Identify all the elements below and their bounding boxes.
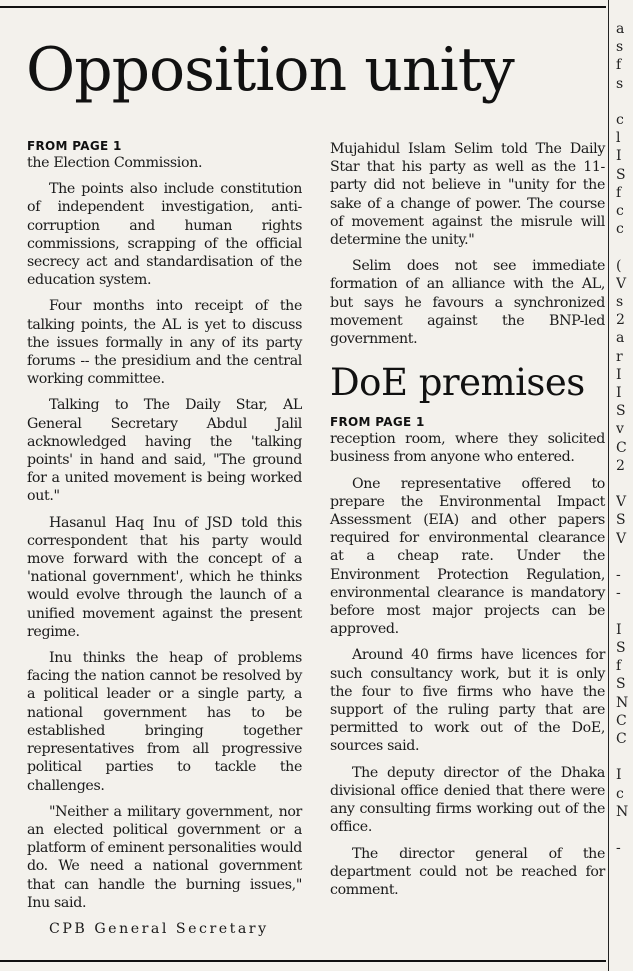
gutter-fragment: S [616,639,626,656]
paragraph: The points also include constitution of independent investigation, anti-corruption and human rights commissions, scrapping of the official secrecy act and standardisation of the education system. [27,181,302,289]
from-page-kicker: FROM PAGE 1 [330,415,425,430]
adjacent-column-fragment [616,20,633,857]
from-page-kicker: FROM PAGE 1 [27,139,122,153]
column-divider [608,0,609,971]
paragraph: Selim does not see immediate formation of an alliance with the AL, but says he favours a synchronized movement against the BNP-led government. [330,258,605,348]
paragraph: Four months into receipt of the talking points, the AL is yet to discuss the issues formally in any of its party forums -- the presidium and the central working committee. [27,298,302,388]
gutter-fragment: c [616,112,624,129]
gutter-fragment: - [616,567,621,584]
gutter-fragment: N [616,803,629,820]
gutter-fragment: C [616,730,627,747]
paragraph: Mujahidul Islam Selim told The Daily Star that his party as well as the 11-party did not believe in "unity for the sake of a change of power. The course of movement against the misrule will determine the unity." [330,141,605,249]
middle-column [330,140,605,907]
gutter-fragment [616,748,633,766]
gutter-fragment: r [616,348,623,365]
left-column [27,130,302,946]
top-rule [0,6,606,8]
gutter-fragment: I [616,385,622,402]
gutter-fragment: c [616,203,624,220]
gutter-fragment: S [616,166,626,183]
gutter-fragment: a [616,330,625,347]
gutter-fragment: - [616,840,621,857]
gutter-fragment: S [616,512,626,529]
gutter-fragment: c [616,785,624,802]
gutter-fragment: I [616,767,622,784]
gutter-fragment: C [616,712,627,729]
paragraph: One representative offered to prepare the Environmental Impact Assessment (EIA) and other papers required for environmental clearance at a cheap rate. Under the Environment Protection Regulation, environmental clearance is mandatory before most major projects can be approved. [330,475,605,638]
paragraph: "Neither a military government, nor an elected political government or a platform of eminent personalities would do. We need a national government that can handle the burning issues," Inu said. [27,803,302,911]
paragraph: Around 40 firms have licences for such consultancy work, but it is only the four to five firms who have the support of the ruling party that are permitted to work out of the DoE, sources said. [330,647,605,755]
gutter-fragment: f [616,184,622,201]
gutter-fragment: I [616,621,622,638]
gutter-fragment: V [616,530,627,547]
paragraph: Inu thinks the heap of problems facing the nation cannot be resolved by a political leader or a single party, a national government has to be established bringing together representatives from all progressive political parties to tackle the challenges. [27,650,302,794]
paragraph: the Election Commission. [27,155,203,171]
gutter-fragment: 2 [616,457,625,474]
gutter-fragment: I [616,148,622,165]
gutter-fragment: f [616,658,622,675]
gutter-fragment: v [616,421,624,438]
gutter-fragment: 2 [616,312,625,329]
gutter-fragment [616,548,633,566]
gutter-fragment: N [616,694,629,711]
gutter-fragment: l [616,130,621,147]
subheadline: DoE premises [330,361,585,405]
gutter-fragment: C [616,439,627,456]
gutter-fragment [616,603,633,621]
gutter-fragment: ( [616,257,622,274]
gutter-fragment [616,238,633,256]
paragraph: The director general of the department could not be reached for comment. [330,845,605,898]
paragraph: Talking to The Daily Star, AL General Secretary Abdul Jalil acknowledged having the 'talking points' in hand and said, "The ground for a united movement is being worked out." [27,397,302,505]
gutter-fragment: V [616,494,627,511]
paragraph: reception room, where they solicited business from anyone who entered. [330,431,605,466]
gutter-fragment: I [616,366,622,383]
gutter-fragment: - [616,585,621,602]
bottom-rule [0,960,606,962]
gutter-fragment [616,475,633,493]
headline: Opposition unity [26,35,514,105]
gutter-fragment: s [616,39,624,56]
paragraph: Hasanul Haq Inu of JSD told this correspondent that his party would move forward with the concept of a 'national government', which he thinks would evolve through the launch of a unified movement against the present regime. [27,514,302,640]
gutter-fragment: c [616,221,624,238]
gutter-fragment: f [616,57,622,74]
gutter-fragment: S [616,403,626,420]
gutter-fragment: S [616,676,626,693]
gutter-fragment: s [616,75,624,92]
gutter-fragment: V [616,275,627,292]
paragraph: CPB General Secretary [49,920,269,937]
gutter-fragment: s [616,294,624,311]
gutter-fragment: a [616,21,625,37]
paragraph: The deputy director of the Dhaka divisional office denied that there were any consulting firms working out of the office. [330,764,605,836]
gutter-fragment [616,93,633,111]
gutter-fragment [616,821,633,839]
